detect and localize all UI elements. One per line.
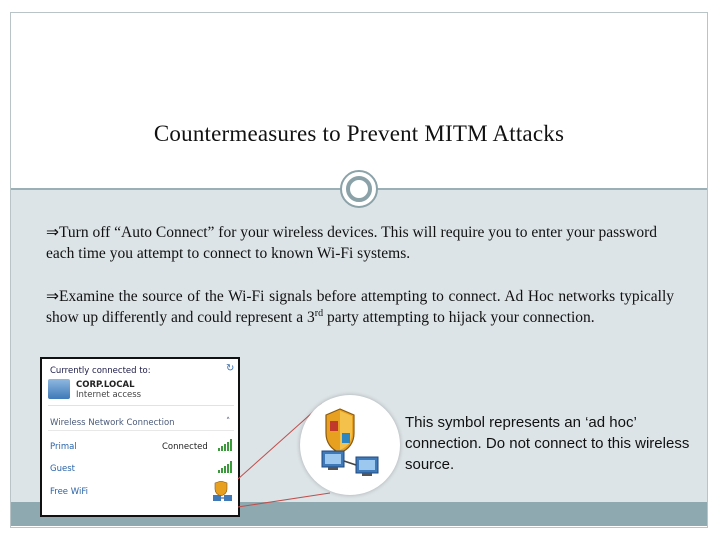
zoomed-icon-circle: [300, 395, 400, 495]
currently-connected-label: Currently connected to:: [50, 366, 151, 376]
panel-divider: [48, 430, 234, 431]
network-item-guest[interactable]: Guest: [50, 464, 75, 474]
connection-status: Connected: [162, 442, 208, 452]
signal-strength-icon: [218, 439, 232, 451]
shield-icon: [326, 409, 354, 453]
network-name: CORP.LOCAL: [76, 380, 135, 390]
ad-hoc-network-icon: [300, 395, 400, 495]
computer-icon: [322, 451, 378, 476]
signal-strength-icon: [218, 461, 232, 473]
network-status: Internet access: [76, 390, 142, 400]
network-item-free-wifi[interactable]: Free WiFi: [50, 487, 88, 497]
slide-title: Countermeasures to Prevent MITM Attacks: [153, 121, 565, 146]
section-label: Wireless Network Connection: [50, 418, 175, 428]
network-item-primal[interactable]: Primal: [50, 442, 77, 452]
ad-hoc-callout-text: This symbol represents an ‘ad hoc’ connection. Do not connect to this wireless source.: [405, 414, 690, 473]
ad-hoc-network-icon: [212, 481, 234, 503]
bullet-examine-text-a: ⇒Examine the source of the Wi-Fi signals before attempting to connect. Ad Hoc networks typically show up differently and could represent a 3: [46, 288, 674, 326]
panel-divider: [48, 405, 234, 406]
ordinal-suffix: rd: [314, 307, 324, 319]
network-icon: [48, 379, 70, 399]
chevron-up-icon[interactable]: ˄: [226, 417, 231, 427]
title-area: [11, 13, 707, 188]
ring-icon: [340, 170, 378, 208]
refresh-icon[interactable]: ↻: [226, 363, 235, 374]
bullet-examine-text-b: party attempting to hijack your connection.: [323, 309, 595, 326]
bullet-examine-source: [46, 286, 674, 328]
wifi-networks-panel: [40, 357, 240, 517]
bullet-auto-connect: ⇒Turn off “Auto Connect” for your wireless devices. This will require you to enter your password each time you attempt to connect to known Wi-Fi systems.: [46, 224, 658, 262]
